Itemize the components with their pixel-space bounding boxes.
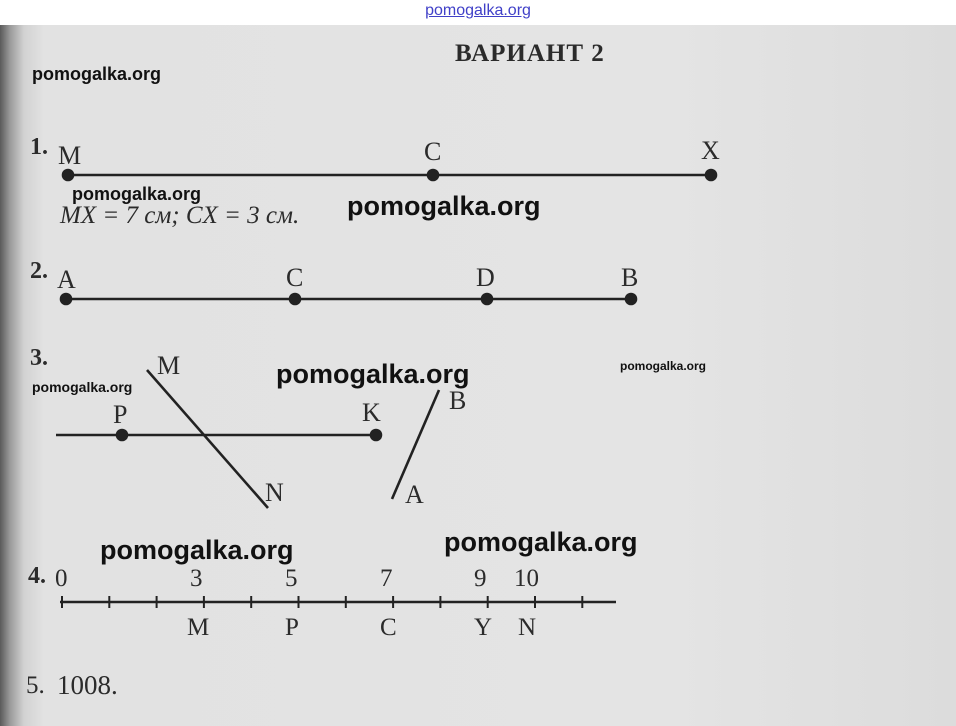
task4-label-c: C [380,614,397,641]
task3-line-mn [147,370,268,508]
task2-label-c: C [286,263,304,292]
task2-label-a: A [57,265,76,294]
task2-point-c [290,294,300,304]
task5-number: 5. [26,672,45,699]
watermark: pomogalka.org [444,527,638,557]
watermark: pomogalka.org [72,184,202,204]
task1-label-x: X [701,136,720,165]
task3-label-m: M [157,351,181,380]
task3-label-p: P [113,400,128,429]
task3-point-p [117,430,127,440]
task4-tick-0: 0 [55,565,68,592]
task4-label-m: M [187,614,210,641]
task3-label-k: K [362,398,381,427]
task4-tick-9: 9 [474,565,487,592]
task3-label-b: B [449,386,467,415]
task3-point-k [371,430,381,440]
task4-label-n: N [518,614,537,641]
task4-label-y: Y [474,614,493,641]
task4-tick-7: 7 [380,565,393,592]
task1-point-x [706,170,716,180]
task1-point-m [63,170,73,180]
task2-point-b [626,294,636,304]
task2-label-b: B [621,263,639,292]
watermark: pomogalka.org [276,359,470,389]
task4-number: 4. [28,563,46,589]
task4-tick-3: 3 [190,565,203,592]
task1-number: 1. [30,134,48,160]
page-title: ВАРИАНТ 2 [455,40,605,67]
task2-point-d [482,294,492,304]
task2-label-d: D [476,263,495,292]
task3-label-a: A [405,480,424,509]
task1-formula: MX = 7 см; CX = 3 см. [60,202,300,229]
task1-point-c [428,170,438,180]
task1-label-c: C [424,137,442,166]
watermark: pomogalka.org [32,64,162,84]
watermark: pomogalka.org [100,535,294,565]
task1-label-m: M [58,141,82,170]
task2-point-a [61,294,71,304]
task4-label-p: P [285,614,299,641]
task4-tick-5: 5 [285,565,298,592]
task5-answer: 1008. [57,670,118,700]
watermark: pomogalka.org [620,359,707,373]
task4-tick-10: 10 [514,565,539,592]
watermark: pomogalka.org [347,191,541,221]
watermark: pomogalka.org [32,379,133,395]
task3-label-n: N [265,478,284,507]
source-link[interactable]: pomogalka.org [425,2,531,19]
task2-number: 2. [30,258,48,284]
task3-number: 3. [30,345,48,371]
